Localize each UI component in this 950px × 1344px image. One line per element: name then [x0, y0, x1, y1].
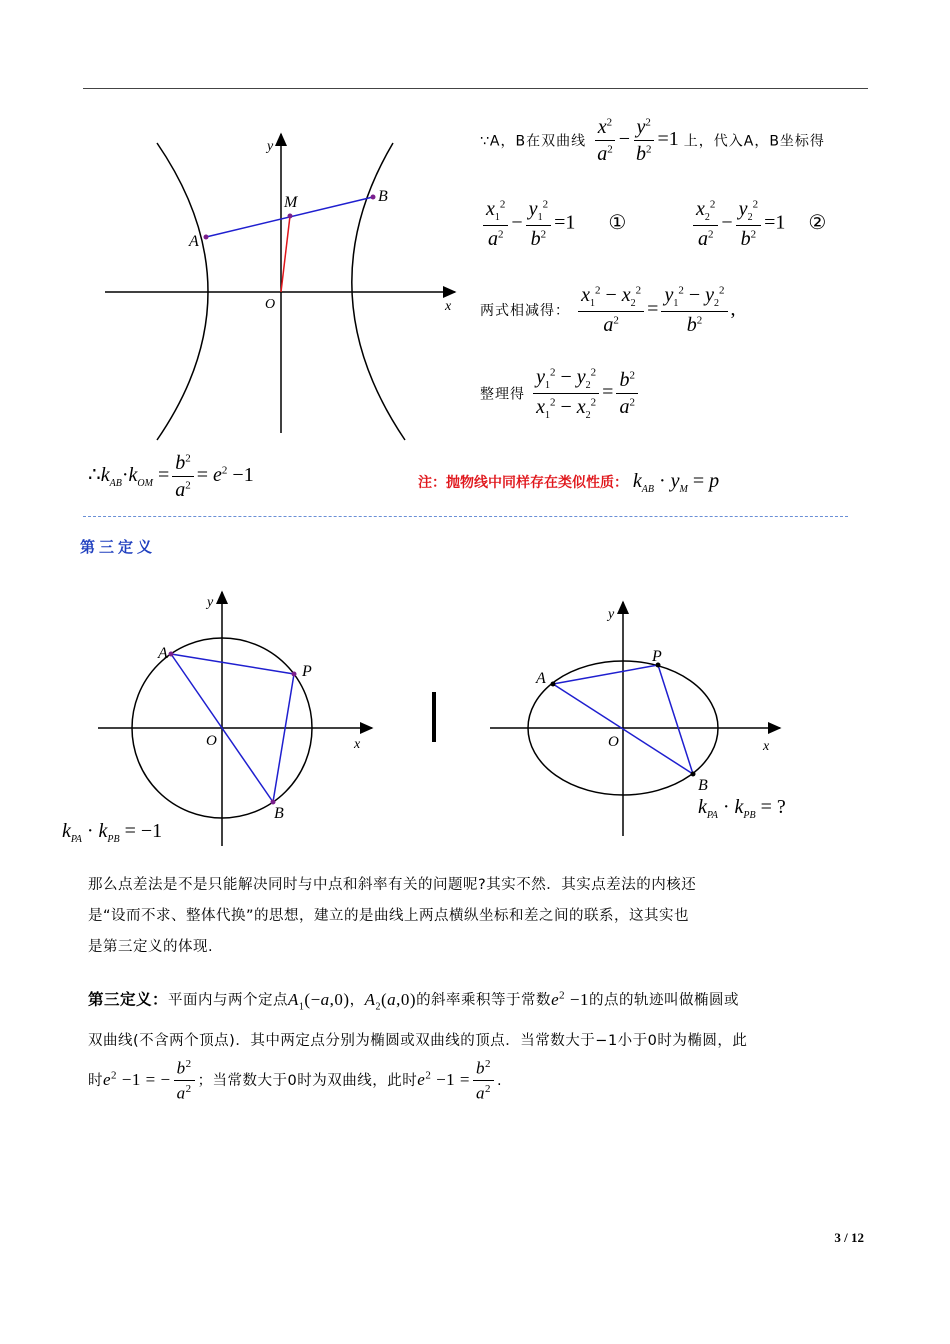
- section-divider: [83, 516, 848, 517]
- equation-1-label: ①: [608, 211, 627, 234]
- point-b: [271, 800, 276, 805]
- paragraph1-line3: 是第三定义的体现.: [88, 939, 214, 955]
- definition-text-1: 平面内与两个定点: [168, 992, 289, 1009]
- equation-2-label: ②: [808, 211, 827, 234]
- ellipse-formula-value: = ?: [760, 796, 786, 818]
- line1-suffix: 上，代入A，B坐标得: [683, 133, 825, 150]
- point-b: [371, 195, 376, 200]
- chord-ap: [171, 654, 294, 674]
- conclusion-equation: $\therefore k_{AB}\cdot k_{OM}$ = $\frac{b^2}{a^2}$ = $e^2 -1$: [88, 452, 254, 501]
- x-label: x: [354, 737, 361, 752]
- chord-pb: [273, 674, 294, 802]
- a-label: A: [158, 645, 168, 662]
- a-label: A: [189, 233, 199, 250]
- paragraph1-line2: 是“设而不求、整体代换”的思想，建立的是曲线上两点横纵坐标和差之间的联系，这其实也: [88, 908, 690, 924]
- a-label: A: [536, 670, 546, 687]
- y-label: y: [608, 607, 615, 622]
- point-a: [551, 682, 556, 687]
- x-label: x: [763, 739, 770, 754]
- definition-text-4: 时: [88, 1072, 103, 1089]
- subtraction-equation: $\frac{x_1^2 - x_2^2}{a^2}$ = $\frac{y_1^2 - y_2^2}{b^2}$ ,: [575, 298, 735, 320]
- p-label: P: [652, 648, 662, 665]
- chord-ap: [553, 665, 658, 684]
- x-label: x: [445, 299, 452, 314]
- segment-om: [281, 216, 290, 292]
- subtraction-step: [480, 284, 736, 336]
- b-label: B: [378, 188, 388, 205]
- paragraph1-line1: 那么点差法是不是只能解决同时与中点和斜率有关的问题呢?其实不然．其实点差法的内核还: [88, 877, 697, 893]
- section-title: 第三定义: [80, 538, 157, 556]
- point-p: [292, 672, 297, 677]
- circle-slope-formula: $k_{PA} \cdot k_{PB} = -1$: [62, 820, 163, 845]
- hyperbola-equation: $\frac{x^2}{a^2}$ − $\frac{y^2}{b^2}$ =1: [591, 128, 684, 150]
- y-label: y: [207, 595, 214, 610]
- circle-formula-value: = −1: [124, 820, 163, 842]
- b-label: B: [274, 805, 284, 822]
- point-a: [169, 652, 174, 657]
- point-a: [204, 235, 209, 240]
- definition-text-6: .: [497, 1072, 503, 1089]
- ellipse-slope-formula: $k_{PA} \cdot k_{PB}$ = ?: [698, 796, 786, 821]
- hyperbola-figure: [95, 128, 475, 448]
- definition-text-3: 的点的轨迹叫做椭圆或: [588, 992, 739, 1009]
- header-rule: [83, 88, 868, 89]
- derivation-line1: [480, 116, 825, 165]
- third-definition: [88, 978, 868, 1104]
- b-label: B: [698, 777, 708, 794]
- definition-line2: 双曲线(不含两个顶点)．其中两定点分别为椭圆或双曲线的顶点．当常数大于−1小于0时为椭圆，此: [88, 1033, 748, 1050]
- line1-prefix: ∵A，B在双曲线: [480, 133, 587, 150]
- origin-label: O: [265, 297, 276, 312]
- rearrange-equation: $\frac{y_1^2 - y_2^2}{x_1^2 - x_2^2}$ = $\frac{b^2}{a^2}$: [530, 381, 641, 403]
- equation-1: $\frac{x_1^2}{a^2}$ − $\frac{y_1^2}{b^2}$ =1 ①: [480, 198, 626, 250]
- equation-2: $\frac{x_2^2}{a^2}$ − $\frac{y_2^2}{b^2}$ =1 ②: [690, 198, 826, 250]
- y-label: y: [267, 139, 274, 154]
- definition-text-2: 的斜率乘积等于常数: [416, 992, 552, 1009]
- page-number: 3 / 12: [834, 1230, 864, 1245]
- definition-line3: 时$e^2 -1$ = − $\frac{b^2}{a^2}$ ；当常数大于0时为双曲线，此时$e^2 -1$ = $\frac{b^2}{a^2}$ .: [88, 1058, 503, 1104]
- point-m: [288, 214, 293, 219]
- origin-label: O: [206, 733, 217, 749]
- m-label: M: [284, 194, 298, 211]
- rearrange-label: 整理得: [480, 386, 525, 403]
- point-b: [691, 772, 696, 777]
- note-text: 注：抛物线中同样存在类似性质：: [418, 475, 628, 491]
- circle-figure: [92, 588, 382, 850]
- definition-title: 第三定义：: [88, 990, 169, 1009]
- definition-text-5: ；当常数大于0时为双曲线，此时: [197, 1072, 418, 1089]
- therefore-symbol: ∴: [88, 464, 101, 487]
- note-formula: $k_{AB} \cdot y_M = p$: [632, 470, 720, 495]
- definition-line1: 第三定义：平面内与两个定点$A_1(-a,0)$，$A_2(a,0)$的斜率乘积等于常数$e^2 -1$的点的轨迹叫做椭圆或: [88, 989, 739, 1013]
- parabola-note: [418, 470, 719, 495]
- paragraph-point-difference: [88, 870, 868, 963]
- rearrange-step: [480, 366, 641, 421]
- chord-pb: [658, 665, 693, 774]
- subtract-label: 两式相减得：: [480, 303, 570, 319]
- p-label: P: [302, 663, 312, 680]
- origin-label: O: [608, 734, 619, 750]
- separator-bar: [432, 692, 436, 742]
